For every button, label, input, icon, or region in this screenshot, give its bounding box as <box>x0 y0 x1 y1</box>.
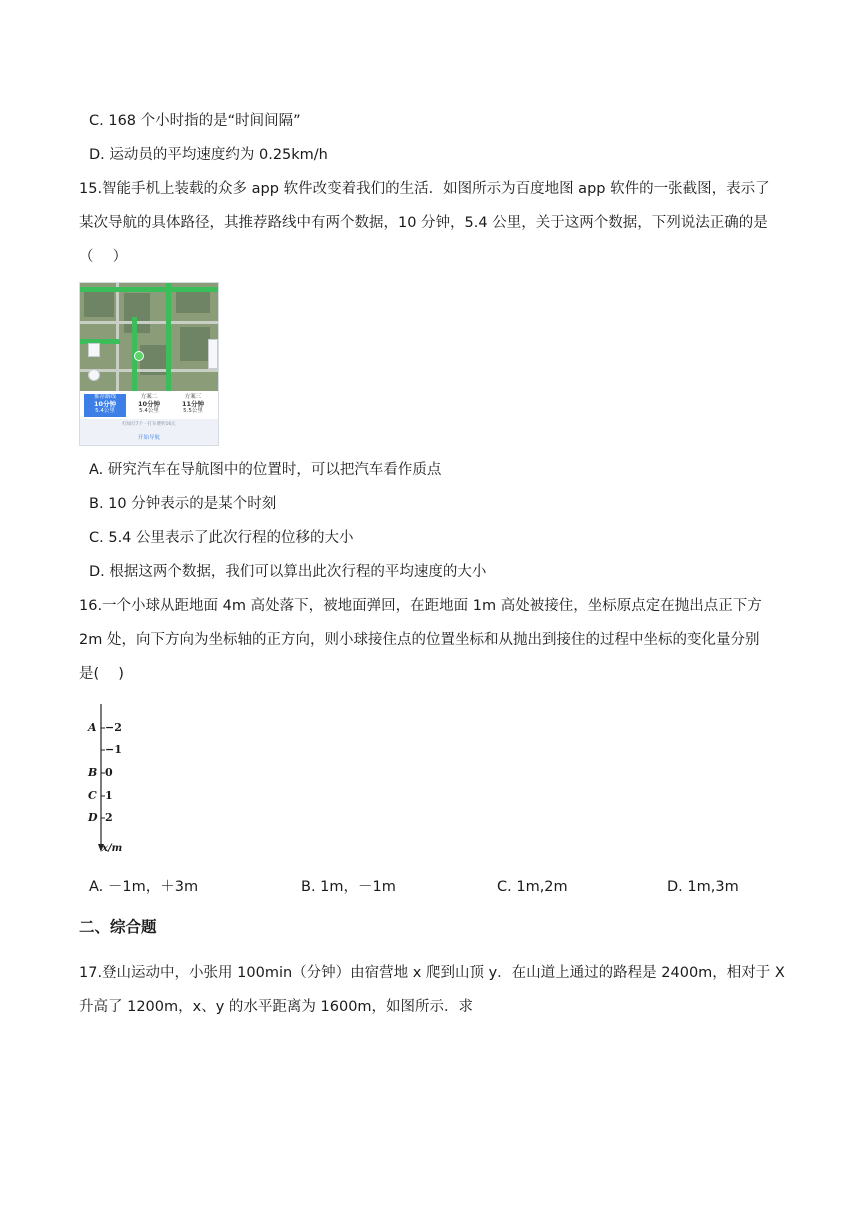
layers-icon[interactable] <box>88 343 100 357</box>
q16-option-a: A. －1m，＋3m <box>89 879 199 895</box>
route-tab-2[interactable] <box>128 394 170 417</box>
start-navigation-button[interactable]: 开始导航 <box>137 435 160 441</box>
route-tab-time: 10分钟 <box>137 400 161 408</box>
map-view <box>80 283 218 391</box>
start-marker-icon <box>134 351 144 361</box>
route-options <box>80 391 218 419</box>
route-highlight <box>80 287 218 292</box>
route-tab-distance: 5.5公里 <box>183 408 203 414</box>
route-tab-distance: 5.4公里 <box>139 408 159 414</box>
route-tab-tag: 推荐路线 <box>93 394 116 400</box>
q16-stem-line-2: 2m 处，向下方向为坐标轴的正方向，则小球接住点的位置坐标和从抛出到接住的过程中坐标的变化量分别 <box>79 632 760 648</box>
q16-option-c: C. 1m,2m <box>497 879 568 895</box>
axis-label: x/m <box>102 843 123 854</box>
map-app-screenshot <box>79 282 219 446</box>
tick-label: 0 <box>105 766 113 779</box>
tick-label: 1 <box>105 789 113 802</box>
q15-option-c: C. 5.4 公里表示了此次行程的位移的大小 <box>89 530 354 546</box>
tick-label: 2 <box>105 811 113 824</box>
route-tab-time: 10分钟 <box>93 400 117 408</box>
q16-option-b: B. 1m，－1m <box>301 879 396 895</box>
route-highlight <box>166 283 171 391</box>
point-label-a: A <box>88 721 97 734</box>
q15-option-a: A. 研究汽车在导航图中的位置时，可以把汽车看作质点 <box>89 462 442 478</box>
route-highlight <box>80 339 120 344</box>
q17-stem-line-2: 升高了 1200m，x、y 的水平距离为 1600m，如图所示．求 <box>79 999 474 1015</box>
zoom-control-icon[interactable] <box>208 339 218 369</box>
q16-stem-line-3: 是( ) <box>79 666 124 682</box>
route-tab-3[interactable] <box>172 394 214 417</box>
route-tab-1[interactable] <box>84 394 126 417</box>
q15-stem-line-3: （ ） <box>79 249 128 265</box>
coordinate-axis-figure <box>80 700 160 860</box>
section-heading: 二、综合题 <box>79 918 157 936</box>
route-tab-distance: 5.4公里 <box>95 408 115 414</box>
q16-option-d: D. 1m,3m <box>667 879 739 895</box>
tick-label: −2 <box>105 721 122 734</box>
tick-label: −1 <box>105 743 122 756</box>
map-footer <box>80 419 218 445</box>
q14-option-c: C. 168 个小时指的是“时间间隔” <box>89 113 301 129</box>
locate-icon[interactable] <box>88 369 100 381</box>
q17-stem-line-1: 17.登山运动中，小张用 100min（分钟）由宿营地 x 爬到山顶 y．在山道上通过的路程是 2400m，相对于 X <box>79 965 785 981</box>
q15-stem-line-1: 15.智能手机上装载的众多 app 软件改变着我们的生活．如图所示为百度地图 app 软件的一张截图，表示了 <box>79 181 770 197</box>
q15-option-d: D. 根据这两个数据，我们可以算出此次行程的平均速度的大小 <box>89 564 487 580</box>
point-label-c: C <box>88 789 97 802</box>
route-tab-tag: 方案三 <box>184 394 202 400</box>
point-label-d: D <box>88 811 98 824</box>
q15-option-b: B. 10 分钟表示的是某个时刻 <box>89 496 277 512</box>
q14-option-d: D. 运动员的平均速度约为 0.25km/h <box>89 147 328 163</box>
route-tab-time: 11分钟 <box>181 400 205 408</box>
q16-stem-line-1: 16.一个小球从距地面 4m 高处落下，被地面弹回，在距地面 1m 高处被接住，坐标原点定在抛出点正下方 <box>79 598 762 614</box>
route-tab-tag: 方案二 <box>140 394 158 400</box>
point-label-b: B <box>88 766 98 779</box>
q15-stem-line-2: 某次导航的具体路径，其推荐路线中有两个数据，10 分钟，5.4 公里，关于这两个数据，下列说法正确的是 <box>79 215 768 231</box>
route-info: 红绿灯7个 · 打车费约16元 <box>122 422 176 427</box>
